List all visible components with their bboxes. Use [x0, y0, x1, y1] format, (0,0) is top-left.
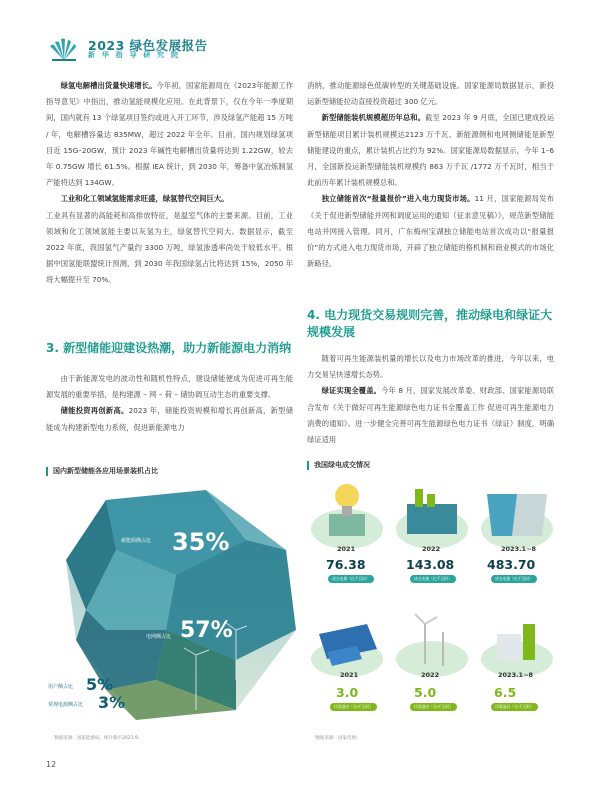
paragraph-lead: 储能投资再创新高。 — [60, 406, 129, 416]
paragraph-body: 今年初，国家能源局在《2023年能源工作指导意见》中指出，推动氢能规模化应用。在此背景下，仅在今年一季度期间，国内就有 13 个绿氢项目签约或进入开工环节，涉及绿氢产能超 15 万吨 / 年，电解槽容量达 835MW，超过 2022 年全年。目前，国内规划绿氢项目近 15G–20GW，预计 2023 年碱性电解槽出货量将达到 1.22GW，较去年 0.75GW 增长 61.5%。根据 IEA 统计，到 2030 年，筹备中氢冶炼制氢产能将达到 134GW。 — [46, 81, 293, 188]
premium-value: 3.0 — [336, 685, 359, 700]
left-column — [46, 78, 293, 289]
trade-volume-caption: 成交电量（亿千瓦时） — [410, 575, 456, 583]
right-column-lower — [307, 351, 554, 448]
paragraph — [307, 110, 554, 191]
share-value: 5% — [86, 675, 114, 694]
share-value: 35% — [172, 528, 230, 556]
premium-value: 5.0 — [414, 685, 437, 700]
paragraph-lead: 绿证实现全覆盖。 — [321, 386, 382, 396]
premium-caption: 环境溢价（分/千瓦时） — [410, 703, 457, 711]
figure-left-source: 「数据来源：国家能源局、统计截至2023.9」 — [50, 736, 143, 741]
section-4-heading: 4. 电力现货交易规则完善，推动绿电和绿证大规模发展 — [307, 308, 553, 339]
figure-right-label: 我国绿电成交情况 — [307, 461, 370, 470]
year-label: 2023.1~8 — [501, 545, 537, 553]
trade-volume-value: 76.38 — [326, 557, 366, 572]
storage-share-figure — [46, 480, 296, 730]
year-label: 2022 — [422, 545, 441, 553]
year-label: 2021 — [340, 671, 359, 679]
wind-turbine-icon — [396, 614, 468, 677]
page-number: 12 — [46, 760, 57, 769]
premium-caption: 环境溢价（分/千瓦时） — [330, 703, 377, 711]
lightbulb-icon — [311, 484, 383, 549]
paragraph — [307, 191, 554, 272]
dam-icon — [481, 494, 553, 549]
paragraph-body: 由于新能源发电的波动性和随机性特点，建设储能便成为促进可再生能源发展的重要举措，是构建源 – 网 – 荷 – 储协调互动生态的重要支撑。 — [46, 374, 293, 400]
left-column-lower — [46, 371, 293, 436]
solar-panel-icon — [311, 624, 383, 677]
paragraph-body: 今年 8 月，国家发展改革委、财政部、国家能源局联合发布《关于做好可再生能源绿色电力证书全覆盖工作 促进可再生能源电力消费的通知》。进一步健全完善可再生能源绿色电力证书（绿证）制度，明确绿证适用 — [307, 386, 555, 445]
paragraph-body: 11 月，国家能源局发布《关于促进新型储能并网和调度运用的通知（征求意见稿）》，规范新型储能电站并网接入管理。同月，广东梅州宝湖独立储能电站首次成功以“报量报价”的方式进入电力现货市场，开辟了独立储能的格机制和商业模式的市场化新路径。 — [307, 194, 554, 269]
share-label: 常规电源侧占比 — [48, 702, 84, 708]
share-value: 57% — [180, 618, 233, 643]
trade-volume-value: 143.08 — [406, 557, 455, 572]
figure-right-source: 「数据来源：国家电网」 — [311, 736, 361, 741]
share-label: 新能源侧占比 — [121, 538, 152, 544]
report-logo-icon — [46, 36, 82, 62]
share-label: 用户侧占比 — [48, 684, 74, 690]
factory-icon — [396, 489, 468, 549]
figure-left-label: 国内新型储能各应用场景装机占比 — [46, 467, 158, 476]
premium-value: 6.5 — [494, 685, 517, 700]
paragraph-lead: 绿氢电解槽出货量快速增长。 — [60, 81, 157, 90]
year-label: 2021 — [337, 545, 356, 553]
right-column — [307, 78, 554, 272]
trade-volume-caption: 成交电量（亿千瓦时） — [328, 575, 374, 583]
paragraph-lead: 工业和化工领域氢能需求旺盛，绿氢替代空间巨大。 — [60, 194, 229, 204]
paragraph-lead: 独立储能首次“报量报价”进入电力现货市场。 — [321, 194, 475, 204]
paragraph — [46, 403, 293, 435]
paragraph-body: 随着可再生能源装机量的增长以及电力市场改革的推进，今年以来，电力交易呈快速增长态势。 — [307, 354, 554, 380]
section-3-heading: 3. 新型储能迎建设热潮，助力新能源电力消纳 — [46, 341, 292, 355]
power-plant-icon — [481, 624, 553, 677]
share-label: 电网侧占比 — [146, 634, 172, 640]
paragraph-body: 2023 年，储能投资规模和增长再创新高，新型储能成为构建新型电力系统，促进新能源电力 — [46, 406, 294, 432]
trade-volume-value: 483.70 — [487, 557, 536, 572]
paragraph — [307, 383, 554, 448]
paragraph — [46, 78, 293, 191]
paragraph-body: 工业具有显著的高能耗和高排放特征，是温室气体的主要来源。目前，工业领域和化工领域氢能主要以灰氢为主，绿氢替代空间大。数据显示，截至 2022 年底，我国氢气产量约 3300 万吨，绿氢渗透率尚处于较低水平。根据中国氢能联盟统计预测，到 2030 年我国绿氢占比将达到 15%，2050 年将大幅提升至 70%。 — [46, 210, 293, 285]
paragraph-lead: 新型储能装机规模超历年总和。 — [321, 113, 426, 123]
year-label: 2022 — [421, 671, 440, 679]
paragraph-body: 截至 2023 年 9 月底，全国已建成投运新型储能项目累计装机规模达2123 万千瓦。新能源侧和电网侧储能是新型储能建设的重点，累计装机占比约为 92%。国家能源局数据显示，今年 1–6 月，全国新投运新型储能装机规模约 863 万千瓦 /1772 万千瓦时，相当于此前历年累计装机规模总和。 — [307, 113, 554, 188]
premium-caption: 环境溢价（分/千瓦时） — [491, 703, 538, 711]
share-value: 3% — [98, 693, 126, 712]
paragraph — [46, 191, 293, 207]
report-subtitle: 新 华 指 导 研 究 院 — [88, 51, 181, 59]
report-title: 2023 绿色发展报告 — [88, 38, 208, 53]
trade-volume-caption: 成交电量（亿千瓦时） — [491, 575, 537, 583]
year-label: 2023.1~8 — [498, 671, 534, 679]
paragraph-body: 消纳，推动能源绿色低碳转型的关键基础设施。国家能源局数据显示，新投运新型储能拉动直接投资超过 300 亿元。 — [307, 81, 554, 107]
